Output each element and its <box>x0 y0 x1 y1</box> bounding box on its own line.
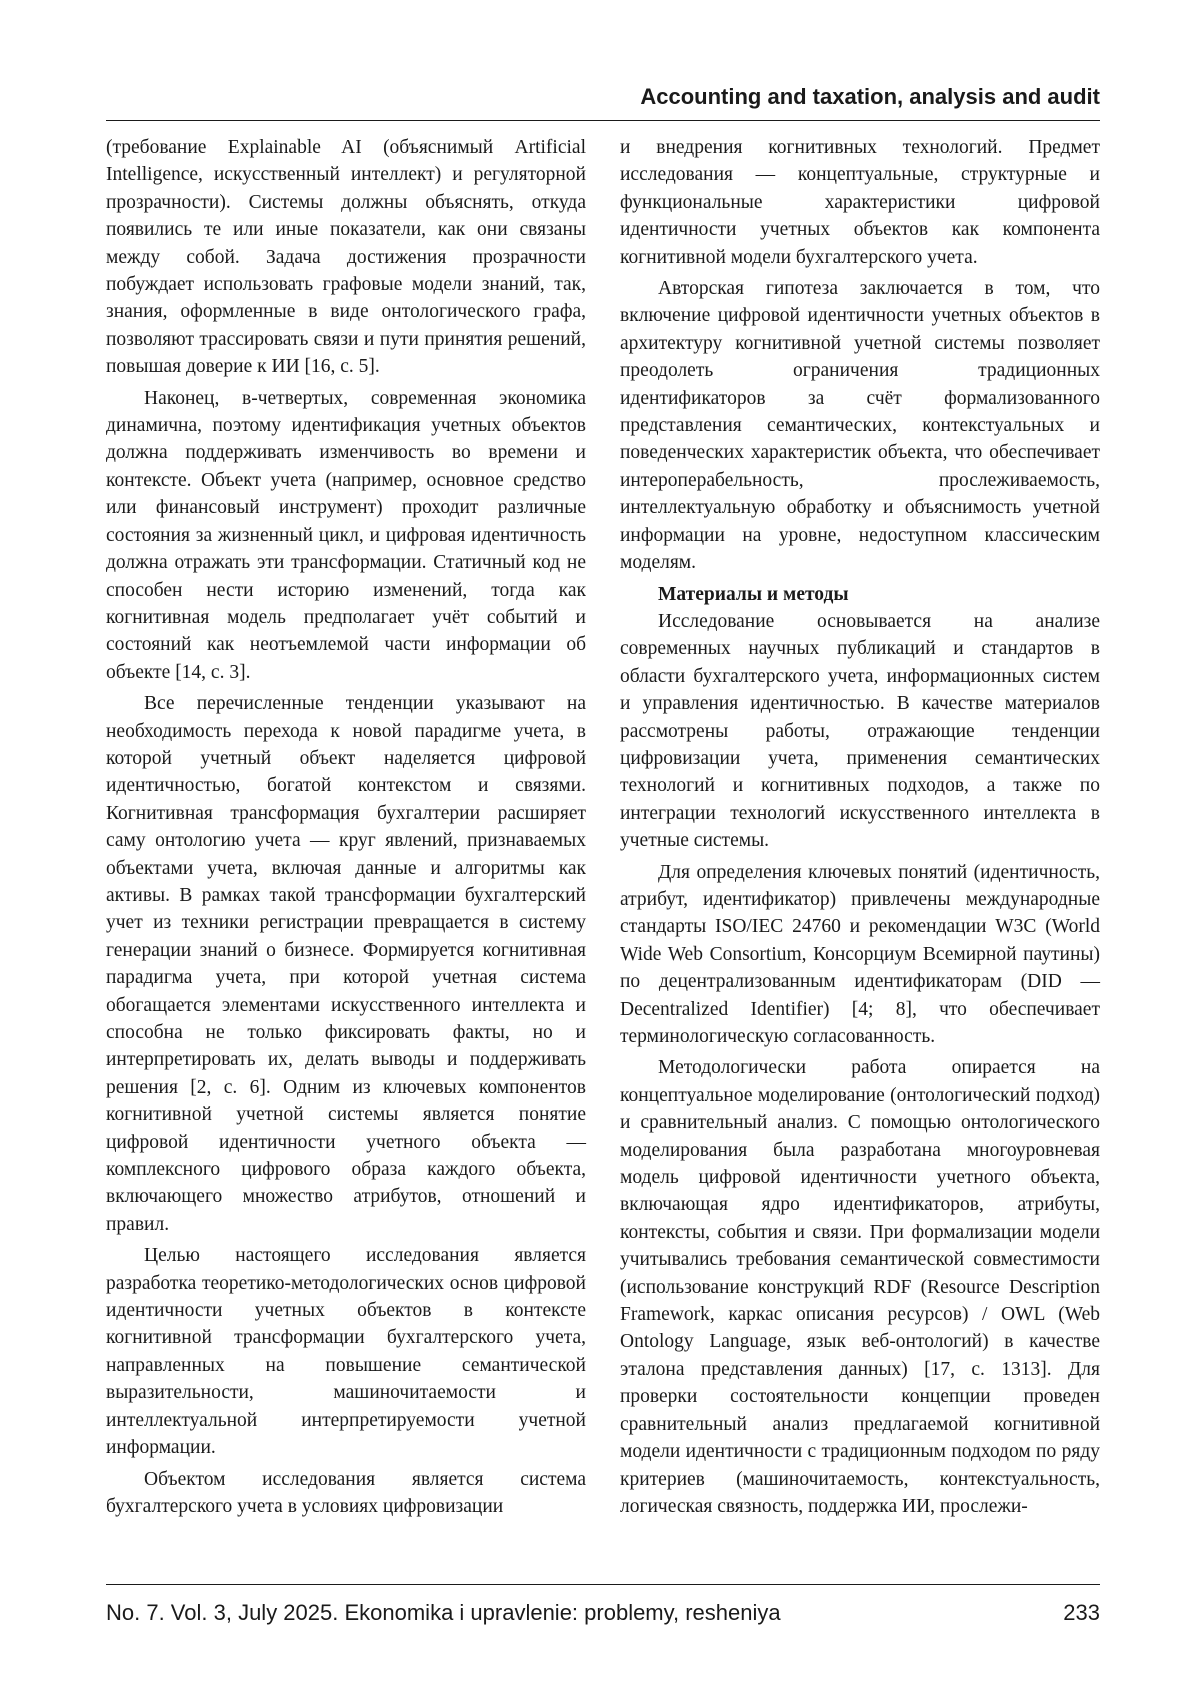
section-heading: Материалы и методы <box>658 583 849 605</box>
running-head: Accounting and taxation, analysis and audit <box>640 84 1100 109</box>
paragraph: Все перечисленные тенденции указывают на необходимость перехода к новой парадигме учета, в которой учетный объект наделяется цифровой идентичностью, богатой контекстом и связями. Когнитивная трансформация бухгалтерии расширяет саму онтологию учета — круг явлений, признаваемых объектами учета, включая данные и алгоритмы как активы. В рамках такой трансформации бухгалтерский учет из техники регистрации превращается в систему генерации знаний о бизнесе. Формируется когнитивная парадигма учета, при которой учетная система обогащается элементами искусственного интеллекта и способна не только фиксировать факты, но и интерпретировать их, делать выводы и поддерживать решения [2, с. 6]. Одним из ключевых компонентов когнитивной учетной системы является понятие цифровой идентичности учетного объекта — комплексного цифрового образа каждого объекта, включающего множество атрибутов, отношений и правил. <box>106 693 586 1235</box>
paragraph: Методологически работа опирается на концептуальное моделирование (онтологический подход) и сравнительный анализ. С помощью онтологического моделирования была разработана многоуровневая модель цифровой идентичности учетного объекта, включающая ядро идентификаторов, атрибуты, контексты, события и связи. При формализации модели учитывались требования семантической совместимости (использование конструкций RDF (Resource Description Framework, каркас описания ресурсов) / OWL (Web Ontology Language, язык веб-онтологий) в качестве эталона представления данных) [17, с. 1313]. Для проверки состоятельности концепции проведен сравнительный анализ предлагаемой когнитивной модели идентичности с традиционным подходом по ряду критериев (машиночитаемость, контекстуальность, логическая связность, поддержка ИИ, прослежи- <box>620 1057 1100 1517</box>
page-number: 233 <box>1063 1600 1100 1625</box>
paragraph: Исследование основывается на анализе современных научных публикаций и стандартов в области бухгалтерского учета, информационных систем и управления идентичностью. В качестве материалов рассмотрены работы, отражающие тенденции цифровизации учета, применения семантических технологий и когнитивных подходов, а также по интеграции технологий искусственного интеллекта в учетные системы. <box>620 610 1100 852</box>
footer-rule <box>106 1584 1100 1585</box>
header-rule <box>106 120 1100 121</box>
right-column <box>620 134 1100 1524</box>
paragraph: (требование Explainable AI (объяснимый Artificial Intelligence, искусственный интеллект) и регуляторной прозрачности). Системы должны объяснять, откуда появились те или иные показатели, как они связаны между собой. Задача достижения прозрачности побуждает использовать графовые модели знаний, так, знания, оформленные в виде онтологического графа, позволяют трассировать связи и пути принятия решений, повышая доверие к ИИ [16, с. 5]. <box>106 137 586 378</box>
paragraph: Объектом исследования является система бухгалтерского учета в условиях цифровизации <box>106 1468 586 1517</box>
paragraph: Для определения ключевых понятий (идентичность, атрибут, идентификатор) привлечены международные стандарты ISO/IEC 24760 и рекомендации W3C (World Wide Web Consortium, Консорциум Всемирной паутины) по децентрализованным идентификаторам (DID — Decentralized Identifier) [4; 8], что обеспечивает терминологическую согласованность. <box>620 861 1100 1047</box>
journal-citation: No. 7. Vol. 3, July 2025. Ekonomika i upravlenie: problemy, resheniya <box>106 1600 781 1625</box>
paragraph: Авторская гипотеза заключается в том, что включение цифровой идентичности учетных объектов в архитектуру когнитивной учетной системы позволяет преодолеть ограничения традиционных идентификаторов за счёт формализованного представления семантических, контекстуальных и поведенческих характеристик объекта, что обеспечивает интероперабельность, прослеживаемость, интеллектуальную обработку и объяснимость учетной информации на уровне, недоступном классическим моделям. <box>620 278 1100 574</box>
page-footer <box>106 1598 1100 1628</box>
paragraph: и внедрения когнитивных технологий. Предмет исследования — концептуальные, структурные и функциональные характеристики цифровой идентичности учетных объектов как компонента когнитивной модели бухгалтерского учета. <box>620 137 1100 268</box>
paragraph: Целью настоящего исследования является разработка теоретико-методологических основ цифровой идентичности учетных объектов в контексте когнитивной трансформации бухгалтерского учета, направленных на повышение семантической выразительности, машиночитаемости и интеллектуальной интерпретируемости учетной информации. <box>106 1245 586 1459</box>
left-column <box>106 134 586 1524</box>
paragraph: Наконец, в-четвертых, современная экономика динамична, поэтому идентификация учетных объектов должна поддерживать изменчивость во времени и контексте. Объект учета (например, основное средство или финансовый инструмент) проходит различные состояния за жизненный цикл, и цифровая идентичность должна отражать эти трансформации. Статичный код не способен нести историю изменений, тогда как когнитивная модель предполагает учёт событий и состояний как неотъемлемой части информации об объекте [14, с. 3]. <box>106 387 586 683</box>
